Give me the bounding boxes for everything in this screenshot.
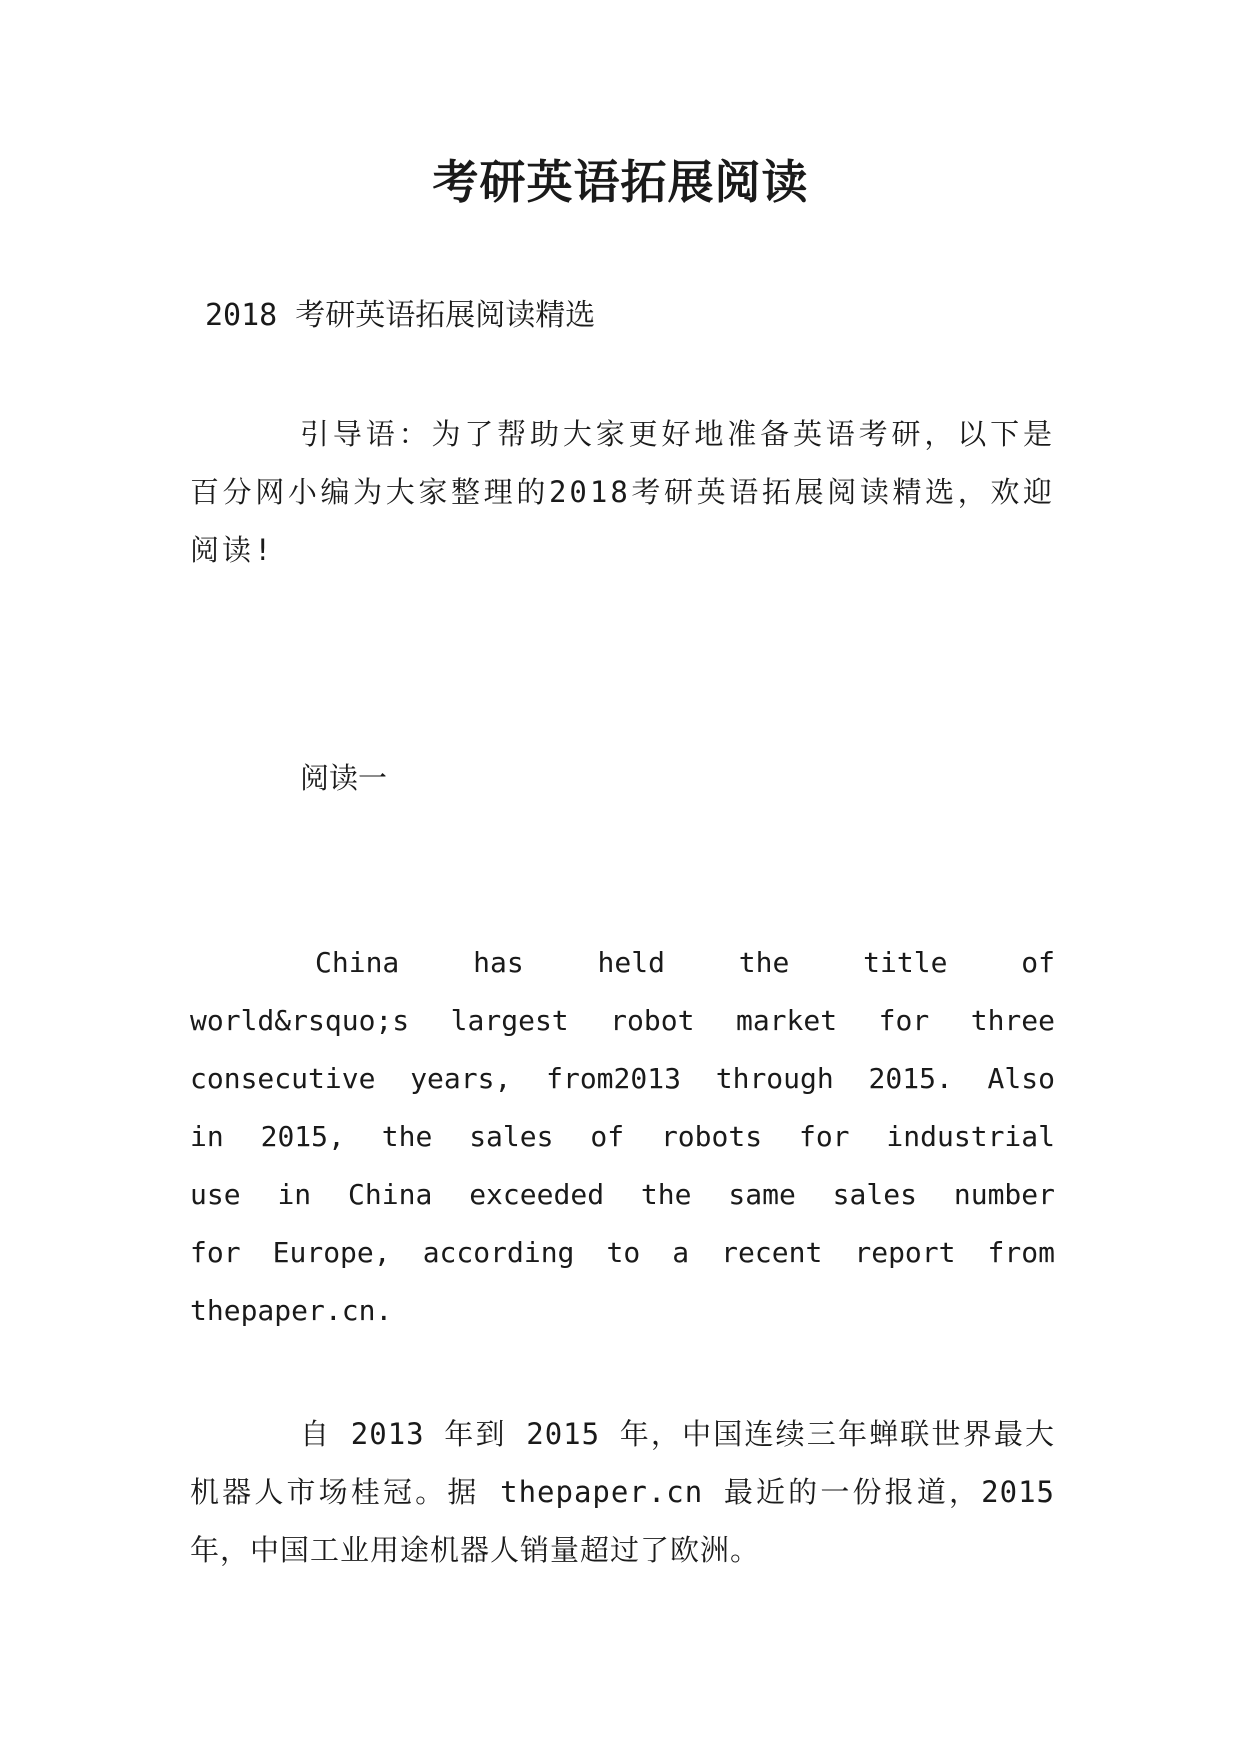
chinese-paragraph: 自 2013 年到 2015 年，中国连续三年蝉联世界最大机器人市场桂冠。据 thepaper.cn 最近的一份报道，2015 年，中国工业用途机器人销量超过了欧洲。 [190,1417,1055,1567]
english-paragraph: China has held the title of world&rsquo;s largest robot market for three consecutive years, from2013 through 2015. Also in 2015, the sales of robots for industrial use in China exceeded the same sales number for Europe, according to a recent report from thepaper.cn. [190,946,1055,1327]
document-title: 考研英语拓展阅读 [432,155,809,209]
reading-heading: 阅读一 [300,761,388,795]
intro-paragraph: 引导语：为了帮助大家更好地准备英语考研，以下是百分网小编为大家整理的2018考研英语拓展阅读精选，欢迎阅读! [190,417,1055,567]
document-subtitle: 2018 考研英语拓展阅读精选 [205,298,596,333]
